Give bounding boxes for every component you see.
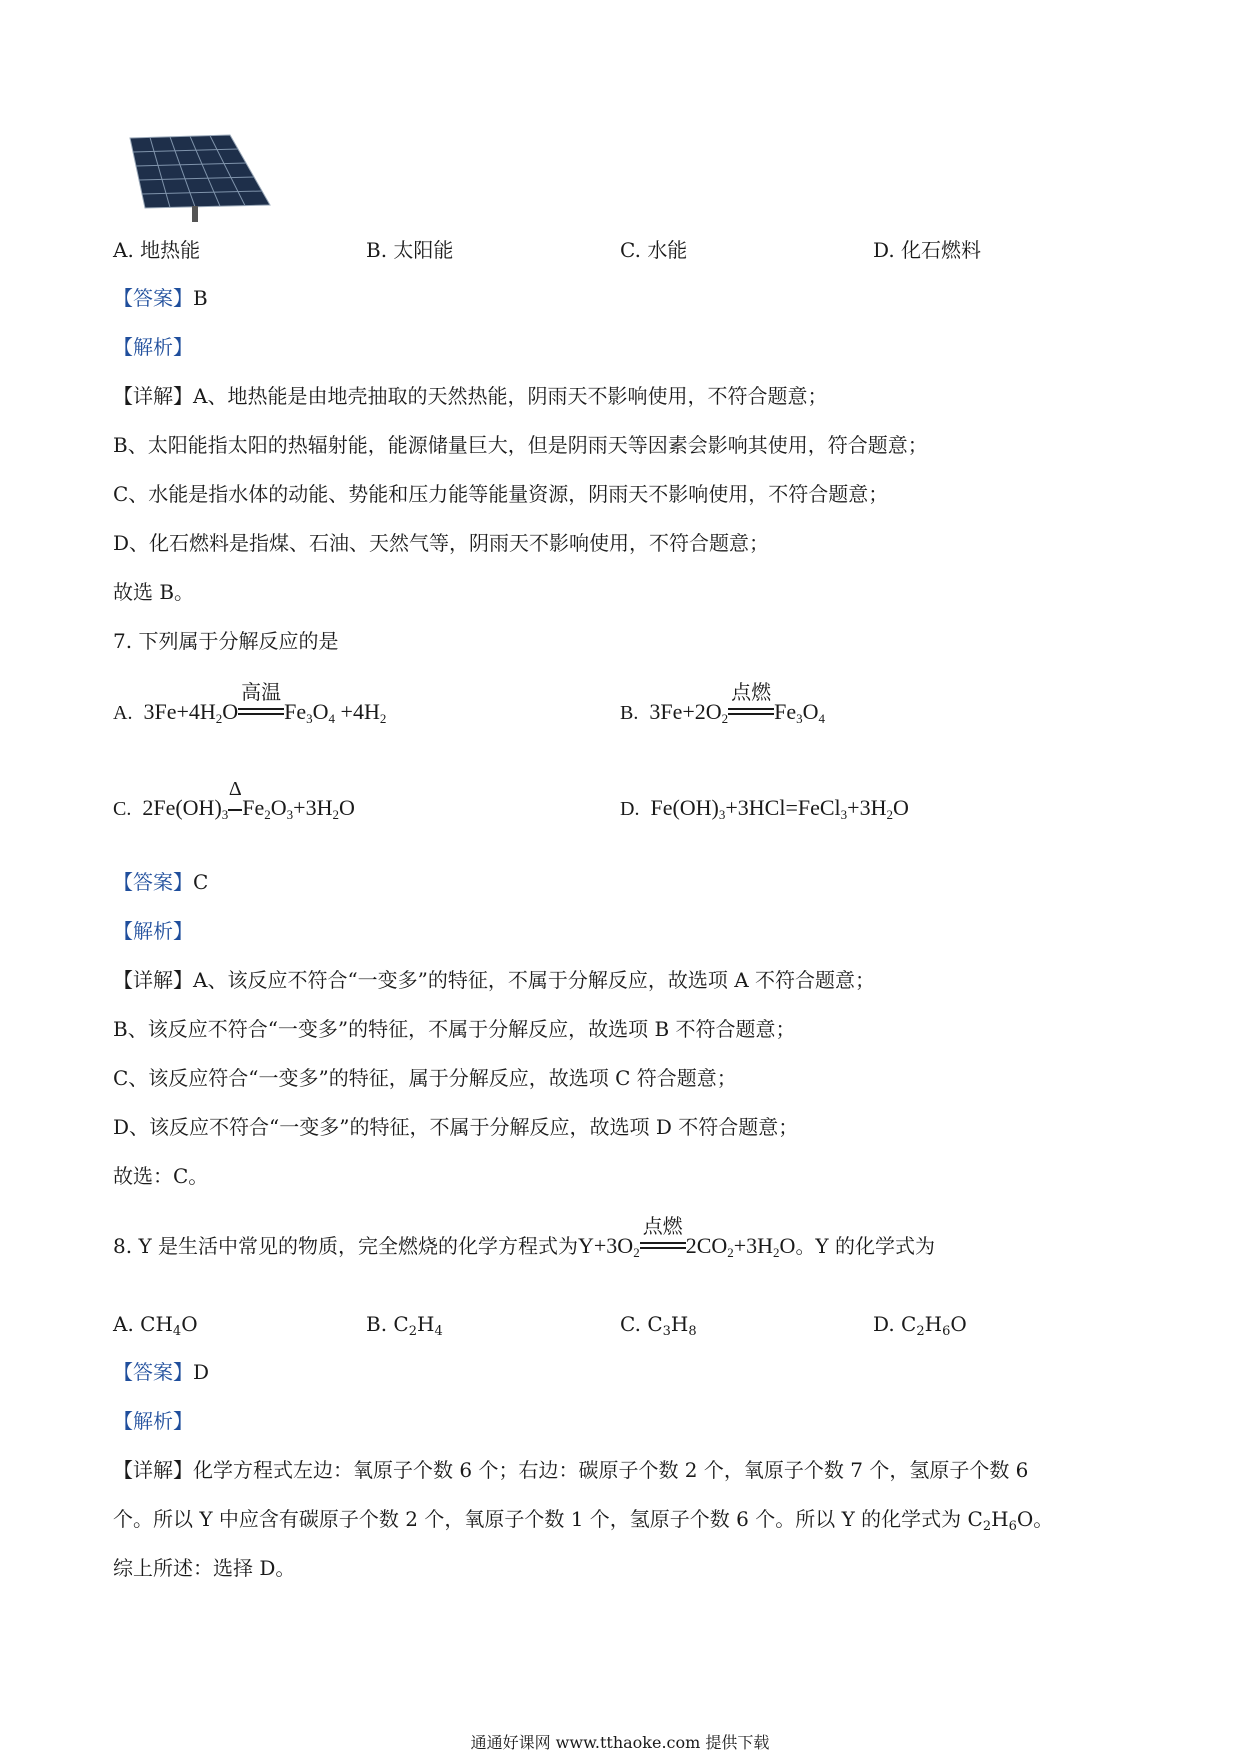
condition-mark: 点燃: [640, 1232, 686, 1260]
conclusion: 综上所述：选择 D。: [113, 1556, 296, 1580]
condition-mark: 高温: [238, 698, 284, 726]
condition-mark: 点燃: [728, 698, 774, 726]
option-b: B. $3Fe+2O_2$ 点燃 $Fe_3O_4$: [620, 682, 826, 726]
question-stem: 8. Y 是生活中常见的物质，完全燃烧的化学方程式为$Y+3O_2$ 点燃 $2CO_2+3H_2O$。Y 的化学式为: [113, 1216, 935, 1260]
option-a: A. $3Fe+4H_2O$ 高温 $Fe_3O_4 +4H_2$: [113, 682, 387, 726]
page-footer: 通通好课网 www.tthaoke.com 提供下载: [470, 1733, 770, 1752]
solar-panel-icon: [120, 130, 280, 225]
option-a: A. $CH_4O$: [113, 1312, 198, 1339]
answer-line: 【答案】B: [113, 286, 208, 310]
answer-line: 【答案】C: [113, 870, 209, 894]
detail-line: D、该反应不符合“一变多”的特征，不属于分解反应，故选项 D 不符合题意；: [113, 1115, 799, 1139]
conclusion: 故选：C。: [113, 1164, 209, 1188]
option-b: B. 太阳能: [366, 238, 454, 262]
detail-line: C、该反应符合“一变多”的特征，属于分解反应，故选项 C 符合题意；: [113, 1066, 737, 1090]
question-stem: 7. 下列属于分解反应的是: [113, 629, 339, 653]
detail-line: B、太阳能指太阳的热辐射能，能源储量巨大，但是阴雨天等因素会影响其使用，符合题意；: [113, 433, 928, 457]
analysis-tag: 【解析】: [113, 919, 193, 943]
option-a: A. 地热能: [113, 238, 201, 262]
option-b: B. $C_2H_4$: [366, 1312, 443, 1339]
option-d: D. $C_2H_6O$: [873, 1312, 967, 1339]
analysis-tag: 【解析】: [113, 335, 193, 359]
answer-line: 【答案】D: [113, 1360, 210, 1384]
detail-line: 【详解】A、该反应不符合“一变多”的特征，不属于分解反应，故选项 A 不符合题意；: [113, 968, 876, 992]
detail-line: 【详解】化学方程式左边：氧原子个数 6 个；右边：碳原子个数 2 个，氧原子个数 7 个，氢原子个数 6: [113, 1458, 1029, 1482]
detail-line: D、化石燃料是指煤、石油、天然气等，阴雨天不影响使用，不符合题意；: [113, 531, 770, 555]
detail-line: C、水能是指水体的动能、势能和压力能等能量资源，阴雨天不影响使用，不符合题意；: [113, 482, 889, 506]
option-c: C. 水能: [620, 238, 688, 262]
detail-line: B、该反应不符合“一变多”的特征，不属于分解反应，故选项 B 不符合题意；: [113, 1017, 796, 1041]
option-c: C. $C_3H_8$: [620, 1312, 697, 1339]
condition-mark: Δ: [228, 794, 242, 822]
analysis-tag: 【解析】: [113, 1409, 193, 1433]
detail-line: 【详解】A、地热能是由地壳抽取的天然热能，阴雨天不影响使用，不符合题意；: [113, 384, 828, 408]
option-c: C. $2Fe(OH)_3$ Δ $Fe_2O_3+3H_2O$: [113, 778, 355, 822]
option-d: D. $Fe(OH)_3+3HCl=FeCl_3+3H_2O$: [620, 795, 909, 822]
conclusion: 故选 B。: [113, 580, 195, 604]
detail-line: 个。所以 Y 中应含有碳原子个数 2 个，氧原子个数 1 个，氢原子个数 6 个。所以 Y 的化学式为 $C_2H_6O$。: [113, 1507, 1054, 1534]
option-d: D. 化石燃料: [873, 238, 982, 262]
